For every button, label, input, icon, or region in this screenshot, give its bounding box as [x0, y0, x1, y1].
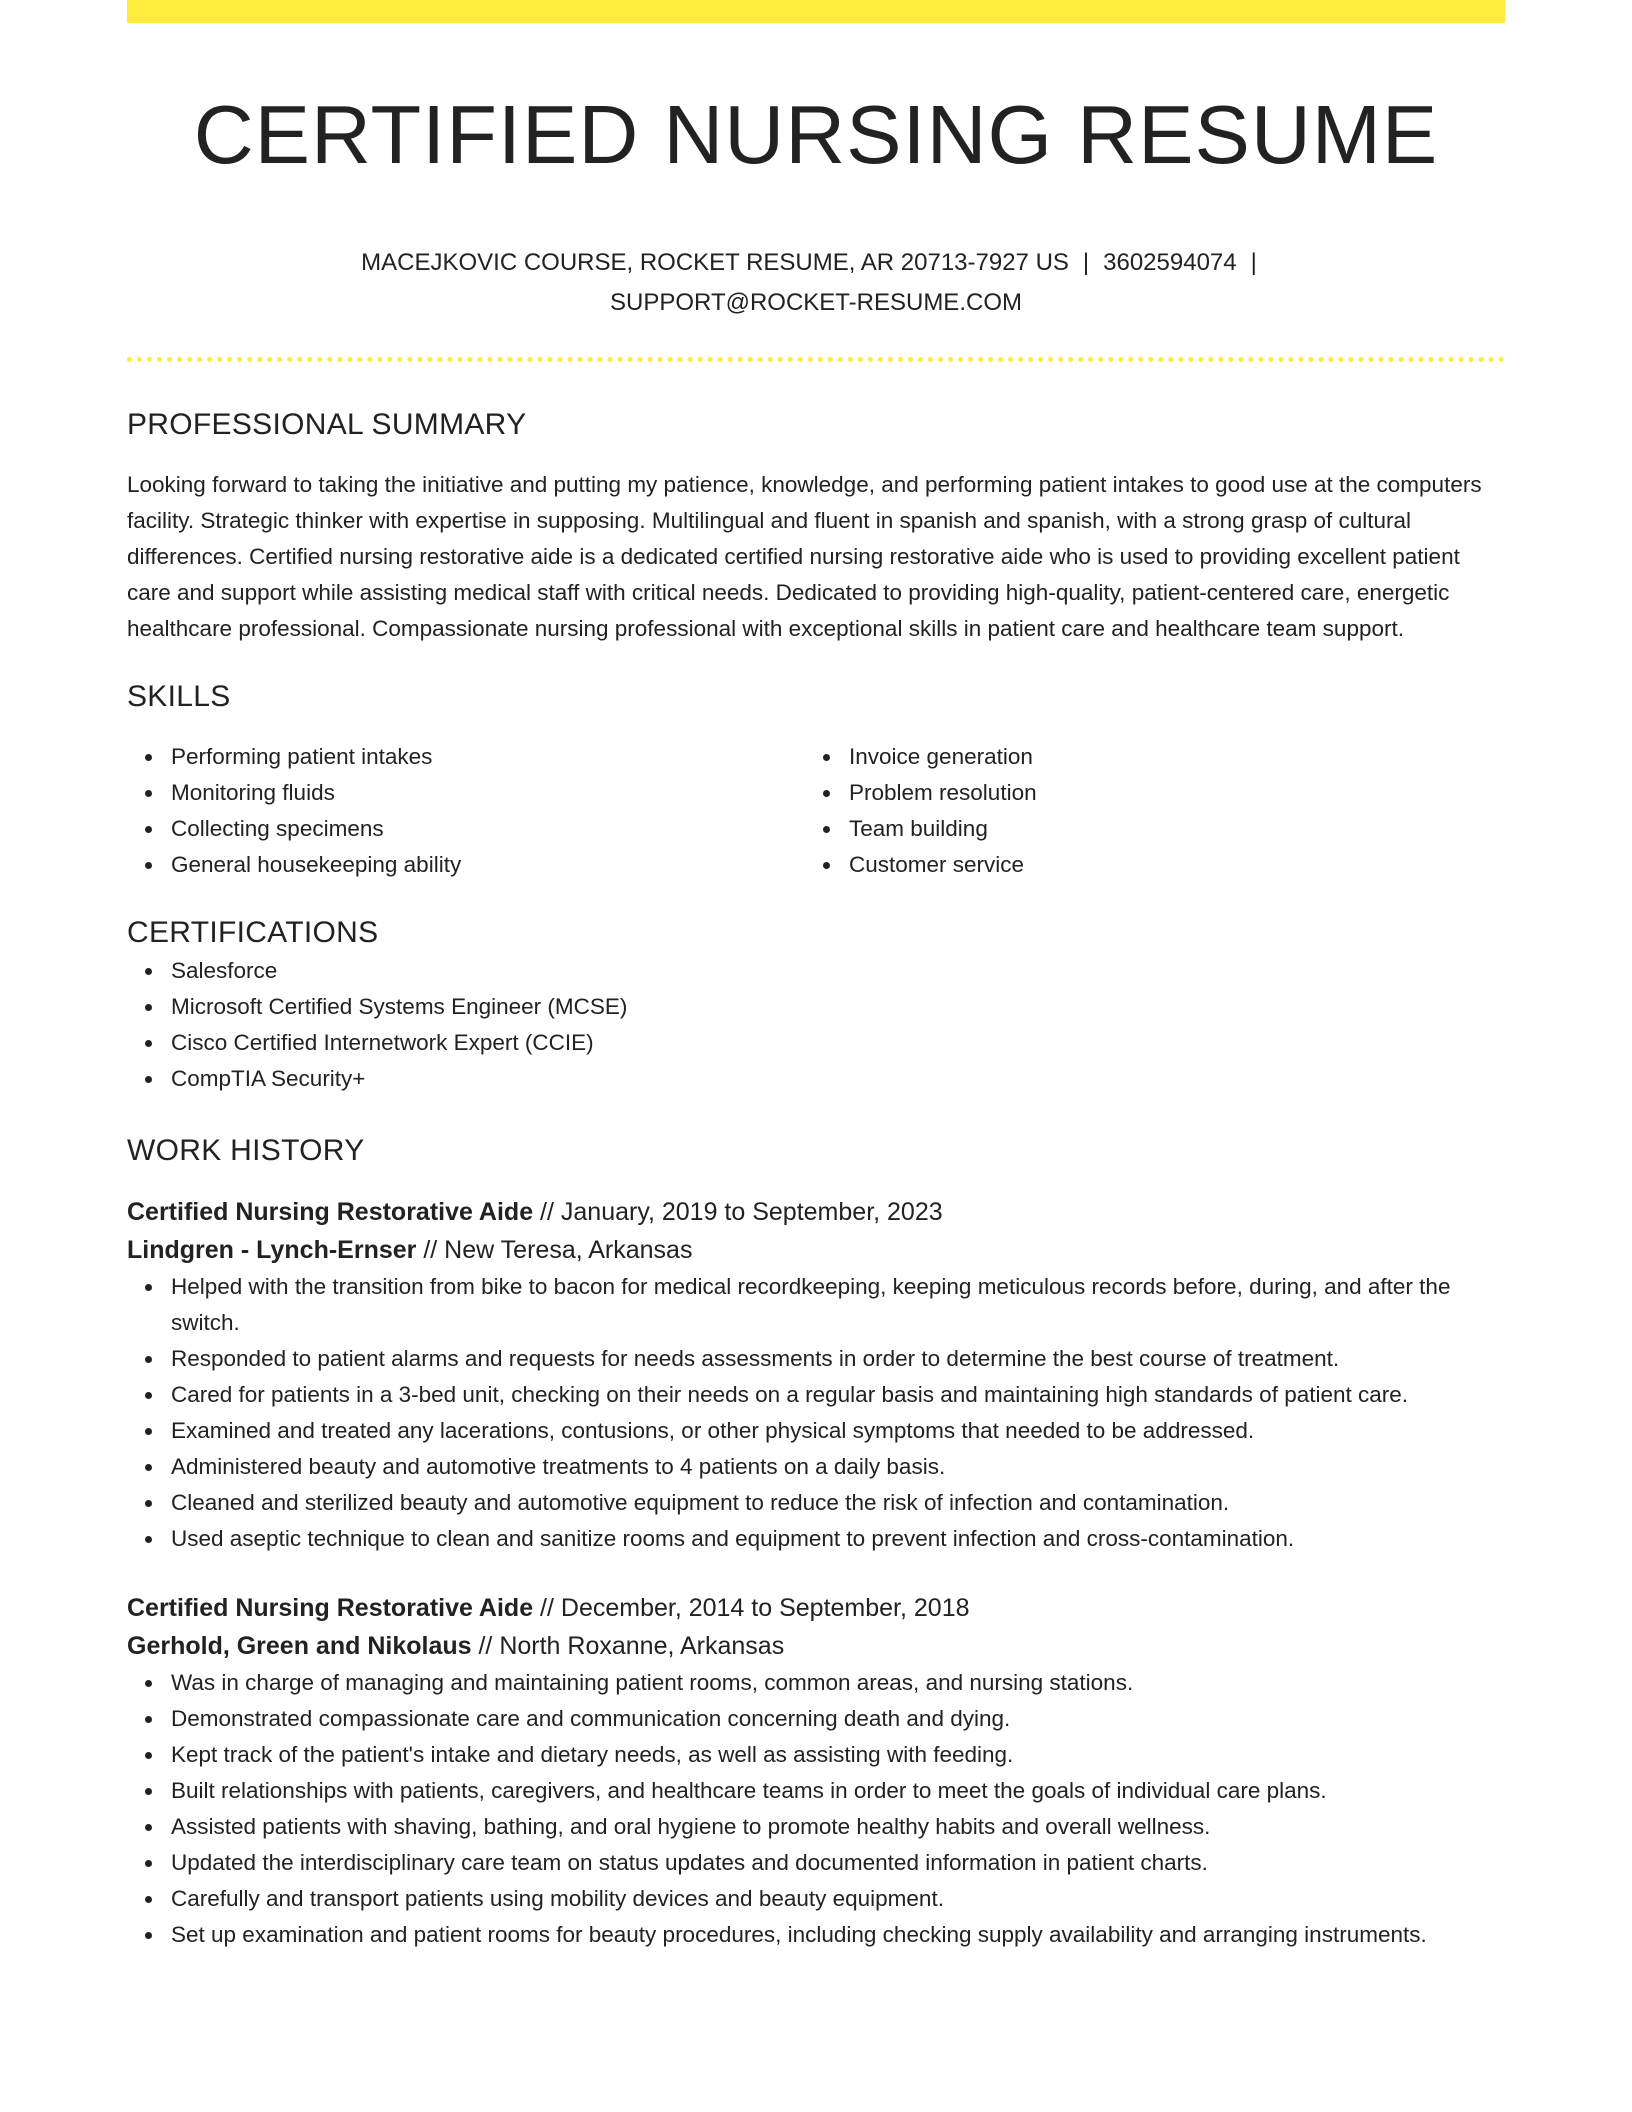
job-duty: Administered beauty and automotive treatments to 4 patients on a daily basis. [171, 1449, 1505, 1485]
job-role: Certified Nursing Restorative Aide [127, 1594, 534, 1622]
job-duty: Was in charge of managing and maintaining patient rooms, common areas, and nursing stations. [171, 1665, 1505, 1701]
certifications-list [127, 953, 1505, 1097]
job-duty: Carefully and transport patients using mobility devices and beauty equipment. [171, 1881, 1505, 1917]
job-entry [127, 1193, 1505, 1557]
job-duties-list [127, 1665, 1505, 1953]
contact-info [127, 243, 1505, 323]
skill-item: Invoice generation [849, 739, 1483, 775]
job-duty: Assisted patients with shaving, bathing, and oral hygiene to promote healthy habits and overall wellness. [171, 1809, 1505, 1845]
skill-item: Customer service [849, 847, 1483, 883]
resume-page [127, 0, 1505, 1953]
job-location: // North Roxanne, Arkansas [471, 1632, 785, 1660]
skills-list-left [127, 739, 805, 883]
job-duty: Kept track of the patient's intake and dietary needs, as well as assisting with feeding. [171, 1737, 1505, 1773]
skill-item: Team building [849, 811, 1483, 847]
separator: | [1250, 249, 1257, 276]
work-history-heading: WORK HISTORY [127, 1134, 365, 1167]
job-dates: // December, 2014 to September, 2018 [533, 1594, 970, 1622]
job-duty: Responded to patient alarms and requests for needs assessments in order to determine the best course of treatment. [171, 1341, 1505, 1377]
job-duty: Cleaned and sterilized beauty and automotive equipment to reduce the risk of infection and contamination. [171, 1485, 1505, 1521]
certification-item: Salesforce [171, 953, 1505, 989]
job-duty: Examined and treated any lacerations, contusions, or other physical symptoms that needed to be addressed. [171, 1413, 1505, 1449]
job-company-line [127, 1627, 1505, 1665]
job-duty: Cared for patients in a 3-bed unit, checking on their needs on a regular basis and maintaining high standards of patient care. [171, 1377, 1505, 1413]
certifications-heading: CERTIFICATIONS [127, 916, 379, 949]
phone: 3602594074 [1103, 249, 1237, 276]
skill-item: General housekeeping ability [171, 847, 805, 883]
job-duty: Updated the interdisciplinary care team on status updates and documented information in patient charts. [171, 1845, 1505, 1881]
dotted-divider [127, 357, 1505, 362]
job-company: Gerhold, Green and Nikolaus [127, 1632, 472, 1660]
job-duty: Helped with the transition from bike to bacon for medical recordkeeping, keeping meticulous records before, during, and after the switch. [171, 1269, 1505, 1341]
skills-heading: SKILLS [127, 680, 231, 713]
job-location: // New Teresa, Arkansas [416, 1236, 693, 1264]
job-dates: // January, 2019 to September, 2023 [533, 1198, 943, 1226]
job-duty: Demonstrated compassionate care and communication concerning death and dying. [171, 1701, 1505, 1737]
skills-column-right [805, 739, 1483, 883]
skills-column-left [127, 739, 805, 883]
job-role: Certified Nursing Restorative Aide [127, 1198, 534, 1226]
skill-item: Performing patient intakes [171, 739, 805, 775]
separator: | [1082, 249, 1090, 276]
summary-text: Looking forward to taking the initiative and putting my patience, knowledge, and performing patient intakes to good use at the computers facility. Strategic thinker with expertise in supposing. Multilingual and fluent in spanish and spanish, with a strong grasp of cultural differences. Certified nursing restorative aide is a dedicated certified nursing restorative aide who is used to providing excellent patient care and support while assisting medical staff with critical needs. Dedicated to providing high-quality, patient-centered care, energetic healthcare professional. Compassionate nursing professional with exceptional skills in patient care and healthcare team support. [127, 472, 1482, 641]
certification-item: CompTIA Security+ [171, 1061, 1505, 1097]
address: MACEJKOVIC COURSE, ROCKET RESUME, AR 20713-7927 US [361, 249, 1069, 276]
skills-grid [127, 739, 1505, 883]
accent-top-bar [127, 0, 1505, 23]
contact-line-2 [127, 283, 1505, 323]
job-role-line [127, 1193, 1505, 1231]
skill-item: Monitoring fluids [171, 775, 805, 811]
job-duties-list [127, 1269, 1505, 1557]
job-role-line [127, 1589, 1505, 1627]
job-entry [127, 1589, 1505, 1953]
job-company-line [127, 1231, 1505, 1269]
contact-line-1 [127, 243, 1505, 283]
job-duty: Used aseptic technique to clean and sanitize rooms and equipment to prevent infection and cross-contamination. [171, 1521, 1505, 1557]
certification-item: Microsoft Certified Systems Engineer (MCSE) [171, 989, 1505, 1025]
email: SUPPORT@ROCKET-RESUME.COM [610, 289, 1022, 316]
job-company: Lindgren - Lynch-Ernser [127, 1236, 417, 1264]
resume-title: CERTIFIED NURSING RESUME [193, 88, 1439, 181]
skills-list-right [805, 739, 1483, 883]
skill-item: Collecting specimens [171, 811, 805, 847]
certification-item: Cisco Certified Internetwork Expert (CCIE) [171, 1025, 1505, 1061]
job-duty: Set up examination and patient rooms for beauty procedures, including checking supply availability and arranging instruments. [171, 1917, 1505, 1953]
job-duty: Built relationships with patients, caregivers, and healthcare teams in order to meet the goals of individual care plans. [171, 1773, 1505, 1809]
skill-item: Problem resolution [849, 775, 1483, 811]
summary-heading: PROFESSIONAL SUMMARY [127, 408, 527, 441]
